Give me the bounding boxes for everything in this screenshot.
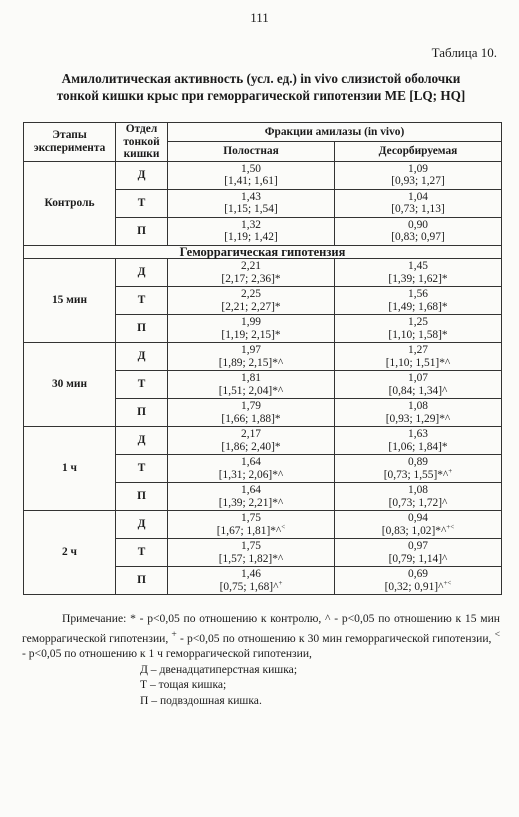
desorbed-significance-mark: ^: [442, 552, 448, 565]
desorbed-quartile-range: [0,73; 1,13]: [391, 203, 445, 215]
note-mark-4: <: [494, 628, 501, 640]
cavity-value-cell: [168, 483, 335, 511]
cavity-quartiles: [168, 385, 334, 398]
desorbed-median: 1,25: [408, 316, 428, 328]
desorbed-quartiles: [335, 231, 501, 244]
table-label: Таблица 10.: [431, 45, 497, 60]
cavity-significance-mark: *: [274, 300, 281, 313]
desorbed-quartile-range: [1,39; 1,62]: [388, 272, 442, 285]
cavity-median: 1,64: [241, 484, 261, 496]
note-lead: Примечание:: [62, 612, 131, 625]
intestine-section-cell: П: [116, 399, 168, 427]
cavity-significance-mark: *^: [272, 468, 284, 481]
cavity-median: 1,75: [241, 540, 261, 552]
desorbed-quartile-range: [0,84; 1,34]: [388, 384, 443, 397]
cavity-median: 1,32: [241, 218, 261, 231]
desorbed-value-cell: [335, 161, 502, 189]
table-row: [24, 161, 502, 189]
cavity-value-cell: [168, 217, 335, 245]
desorbed-median: 1,07: [408, 372, 428, 384]
cavity-quartiles: [168, 329, 334, 342]
cavity-significance-mark: *^: [272, 552, 284, 565]
desorbed-value-cell: [335, 567, 502, 595]
note-paragraph: [22, 611, 500, 662]
table-row: [24, 427, 502, 455]
desorbed-quartiles: [335, 441, 501, 454]
desorbed-significance-mark: *: [441, 300, 448, 313]
desorbed-median: 0,97: [408, 540, 428, 552]
table-title: [22, 70, 500, 104]
desorbed-median: 1,27: [408, 344, 428, 356]
desorbed-significance-sup: +<: [443, 578, 452, 587]
desorbed-quartile-range: [0,32; 0,91]: [384, 580, 439, 593]
table-title-line-2: тонкой кишки крыс при геморрагической гипотензии ME [LQ; HQ]: [56, 88, 466, 103]
cavity-significance-mark: *^: [272, 356, 284, 369]
cavity-value-cell: [168, 511, 335, 539]
desorbed-quartiles: [335, 329, 501, 342]
cavity-value-cell: [168, 427, 335, 455]
note-text-1: - p<0,05 по отношению к контролю,: [135, 612, 326, 625]
header-desorbed: Десорбируемая: [335, 142, 502, 161]
cavity-quartile-range: [1,19; 1,42]: [224, 231, 278, 243]
cavity-median: 1,64: [241, 456, 261, 468]
desorbed-significance-sup: +: [448, 466, 453, 475]
desorbed-quartile-range: [0,79; 1,14]: [388, 552, 443, 565]
desorbed-quartile-range: [0,93; 1,29]: [385, 412, 440, 425]
desorbed-quartiles: [335, 175, 501, 188]
cavity-quartiles: [168, 522, 334, 538]
header-cavity: Полостная: [168, 142, 335, 161]
note-legend: [22, 662, 500, 709]
cavity-quartiles: [168, 175, 334, 188]
table-row: [24, 343, 502, 371]
desorbed-significance-mark: *: [441, 440, 448, 453]
cavity-median: 2,21: [241, 260, 261, 272]
table-body: [24, 161, 502, 595]
note-mark-1: *: [130, 612, 136, 625]
desorbed-value-cell: [335, 315, 502, 343]
desorbed-quartiles: [335, 301, 501, 314]
stage-cell: 2 ч: [24, 511, 116, 595]
cavity-value-cell: [168, 259, 335, 287]
intestine-section-cell: Д: [116, 259, 168, 287]
intestine-section-cell: Д: [116, 343, 168, 371]
cavity-median: 2,17: [241, 428, 261, 440]
note-mark-2: ^: [325, 612, 331, 625]
desorbed-value-cell: [335, 189, 502, 217]
cavity-median: 1,75: [241, 512, 261, 524]
desorbed-value-cell: [335, 483, 502, 511]
intestine-section-cell: Т: [116, 371, 168, 399]
desorbed-significance-sup: +<: [446, 522, 455, 531]
intestine-section-cell: Д: [116, 427, 168, 455]
desorbed-quartiles: [335, 203, 501, 216]
intestine-section-cell: Т: [116, 455, 168, 483]
table-title-line-1: Амилолитическая активность (усл. ед.) in vivo слизистой оболочки: [61, 71, 461, 86]
table-row: [24, 259, 502, 287]
desorbed-value-cell: [335, 427, 502, 455]
cavity-median: 1,97: [241, 344, 261, 356]
note-text-3: - p<0,05 по отношению к 30 мин геморрагической гипотензии,: [176, 631, 495, 645]
cavity-quartile-range: [2,21; 2,27]: [221, 300, 275, 313]
cavity-quartile-range: [1,41; 1,61]: [224, 175, 278, 187]
desorbed-quartile-range: [1,10; 1,58]: [388, 328, 442, 341]
intestine-section-cell: П: [116, 315, 168, 343]
data-table: [23, 122, 502, 595]
cavity-quartile-range: [2,17; 2,36]: [221, 272, 275, 285]
desorbed-median: 1,04: [408, 190, 428, 203]
desorbed-significance-mark: *: [441, 328, 448, 341]
header-fractions: Фракции амилазы (in vivo): [168, 123, 502, 142]
desorbed-quartile-range: [0,93; 1,27]: [391, 175, 445, 187]
note-mark-3: +: [171, 628, 177, 640]
legend-item: Д – двенадцатиперстная кишка;: [140, 662, 298, 676]
desorbed-quartile-range: [1,06; 1,84]: [388, 440, 442, 453]
desorbed-value-cell: [335, 539, 502, 567]
cavity-quartile-range: [1,66; 1,88]: [221, 412, 275, 425]
cavity-quartiles: [168, 357, 334, 370]
desorbed-value-cell: [335, 511, 502, 539]
desorbed-quartiles: [335, 273, 501, 286]
desorbed-median: 0,69: [408, 568, 428, 580]
cavity-quartiles: [168, 231, 334, 244]
desorbed-significance-mark: *: [441, 272, 448, 285]
desorbed-value-cell: [335, 287, 502, 315]
table-note: [22, 611, 500, 708]
desorbed-significance-mark: *^: [439, 412, 451, 425]
intestine-section-cell: Д: [116, 511, 168, 539]
cavity-value-cell: [168, 567, 335, 595]
stage-cell: 30 мин: [24, 343, 116, 427]
cavity-significance-mark: *: [274, 412, 281, 425]
desorbed-quartile-range: [0,73; 1,72]: [388, 496, 443, 509]
cavity-quartile-range: [1,89; 2,15]: [218, 356, 273, 369]
desorbed-median: 0,89: [408, 456, 428, 468]
cavity-median: 1,50: [241, 162, 261, 175]
desorbed-median: 1,08: [408, 484, 428, 496]
cavity-quartile-range: [1,19; 2,15]: [221, 328, 275, 341]
section-header: Геморрагическая гипотензия: [24, 245, 502, 259]
cavity-significance-mark: *^: [270, 524, 282, 537]
cavity-quartile-range: [1,39; 2,21]: [218, 496, 273, 509]
header-section: Отдел тонкой кишки: [116, 123, 168, 162]
intestine-section-cell: П: [116, 217, 168, 245]
desorbed-quartile-range: [0,83; 0,97]: [391, 231, 445, 243]
table-row: [24, 511, 502, 539]
cavity-value-cell: [168, 315, 335, 343]
cavity-significance-sup: +: [278, 578, 283, 587]
desorbed-value-cell: [335, 399, 502, 427]
desorbed-quartile-range: [0,73; 1,55]: [383, 468, 438, 481]
cavity-value-cell: [168, 539, 335, 567]
note-text-4: - p<0,05 по отношению к 1 ч геморрагической гипотензии,: [22, 647, 312, 661]
cavity-quartile-range: [1,57; 1,82]: [218, 552, 273, 565]
desorbed-median: 1,09: [408, 162, 428, 175]
desorbed-quartiles: [335, 578, 501, 594]
cavity-significance-mark: *: [274, 272, 281, 285]
cavity-quartiles: [168, 441, 334, 454]
intestine-section-cell: П: [116, 567, 168, 595]
desorbed-significance-mark: ^: [442, 496, 448, 509]
intestine-section-cell: Д: [116, 161, 168, 189]
stage-cell: 15 мин: [24, 259, 116, 343]
cavity-median: 1,79: [241, 400, 261, 412]
desorbed-median: 1,45: [408, 260, 428, 272]
cavity-quartiles: [168, 301, 334, 314]
cavity-value-cell: [168, 189, 335, 217]
cavity-quartile-range: [1,67; 1,81]: [216, 524, 271, 537]
cavity-significance-mark: *: [274, 328, 281, 341]
cavity-median: 2,25: [241, 288, 261, 300]
note-text-2: - p<0,05 по отношению к 15 мин геморрагической гипотензии,: [22, 612, 500, 645]
cavity-quartiles: [168, 553, 334, 566]
desorbed-value-cell: [335, 343, 502, 371]
desorbed-median: 1,08: [408, 400, 428, 412]
desorbed-quartiles: [335, 385, 501, 398]
intestine-section-cell: П: [116, 483, 168, 511]
desorbed-significance-mark: *^: [435, 524, 447, 537]
section-row: [24, 245, 502, 259]
desorbed-quartiles: [335, 497, 501, 510]
cavity-significance-mark: ^: [273, 580, 279, 593]
cavity-quartile-range: [1,86; 2,40]: [221, 440, 275, 453]
cavity-quartiles: [168, 273, 334, 286]
cavity-quartile-range: [1,15; 1,54]: [224, 203, 278, 215]
desorbed-significance-mark: *^: [437, 468, 449, 481]
intestine-section-cell: Т: [116, 539, 168, 567]
header-stage: Этапы эксперимента: [24, 123, 116, 162]
cavity-quartiles: [168, 203, 334, 216]
cavity-quartiles: [168, 578, 334, 594]
cavity-median: 1,99: [241, 316, 261, 328]
cavity-quartiles: [168, 413, 334, 426]
cavity-median: 1,81: [241, 372, 261, 384]
cavity-significance-sup: <: [281, 522, 286, 531]
cavity-value-cell: [168, 287, 335, 315]
desorbed-median: 0,94: [408, 512, 428, 524]
desorbed-significance-mark: *^: [439, 356, 451, 369]
desorbed-median: 1,56: [408, 288, 428, 300]
cavity-quartiles: [168, 497, 334, 510]
cavity-quartile-range: [0,75; 1,68]: [219, 580, 274, 593]
cavity-value-cell: [168, 161, 335, 189]
cavity-significance-mark: *^: [272, 384, 284, 397]
cavity-quartile-range: [1,51; 2,04]: [218, 384, 273, 397]
cavity-value-cell: [168, 343, 335, 371]
cavity-quartiles: [168, 469, 334, 482]
desorbed-median: 0,90: [408, 218, 428, 231]
legend-item: Т – тощая кишка;: [140, 678, 227, 692]
desorbed-quartiles: [335, 553, 501, 566]
cavity-quartile-range: [1,31; 2,06]: [218, 468, 273, 481]
cavity-median: 1,43: [241, 190, 261, 203]
desorbed-quartile-range: [1,10; 1,51]: [385, 356, 440, 369]
desorbed-value-cell: [335, 455, 502, 483]
desorbed-value-cell: [335, 371, 502, 399]
desorbed-quartile-range: [1,49; 1,68]: [388, 300, 442, 313]
cavity-value-cell: [168, 455, 335, 483]
desorbed-median: 1,63: [408, 428, 428, 440]
stage-cell: Контроль: [24, 161, 116, 245]
cavity-median: 1,46: [241, 568, 261, 580]
desorbed-quartiles: [335, 522, 501, 538]
desorbed-quartile-range: [0,83; 1,02]: [381, 524, 436, 537]
desorbed-quartiles: [335, 466, 501, 482]
cavity-significance-mark: *^: [272, 496, 284, 509]
desorbed-value-cell: [335, 217, 502, 245]
cavity-value-cell: [168, 371, 335, 399]
cavity-significance-mark: *: [274, 440, 281, 453]
intestine-section-cell: Т: [116, 189, 168, 217]
stage-cell: 1 ч: [24, 427, 116, 511]
intestine-section-cell: Т: [116, 287, 168, 315]
desorbed-significance-mark: ^: [438, 580, 444, 593]
legend-item: П – подвздошная кишка.: [140, 693, 262, 707]
desorbed-quartiles: [335, 357, 501, 370]
desorbed-value-cell: [335, 259, 502, 287]
cavity-value-cell: [168, 399, 335, 427]
desorbed-quartiles: [335, 413, 501, 426]
desorbed-significance-mark: ^: [442, 384, 448, 397]
page-number: 111: [250, 10, 269, 25]
